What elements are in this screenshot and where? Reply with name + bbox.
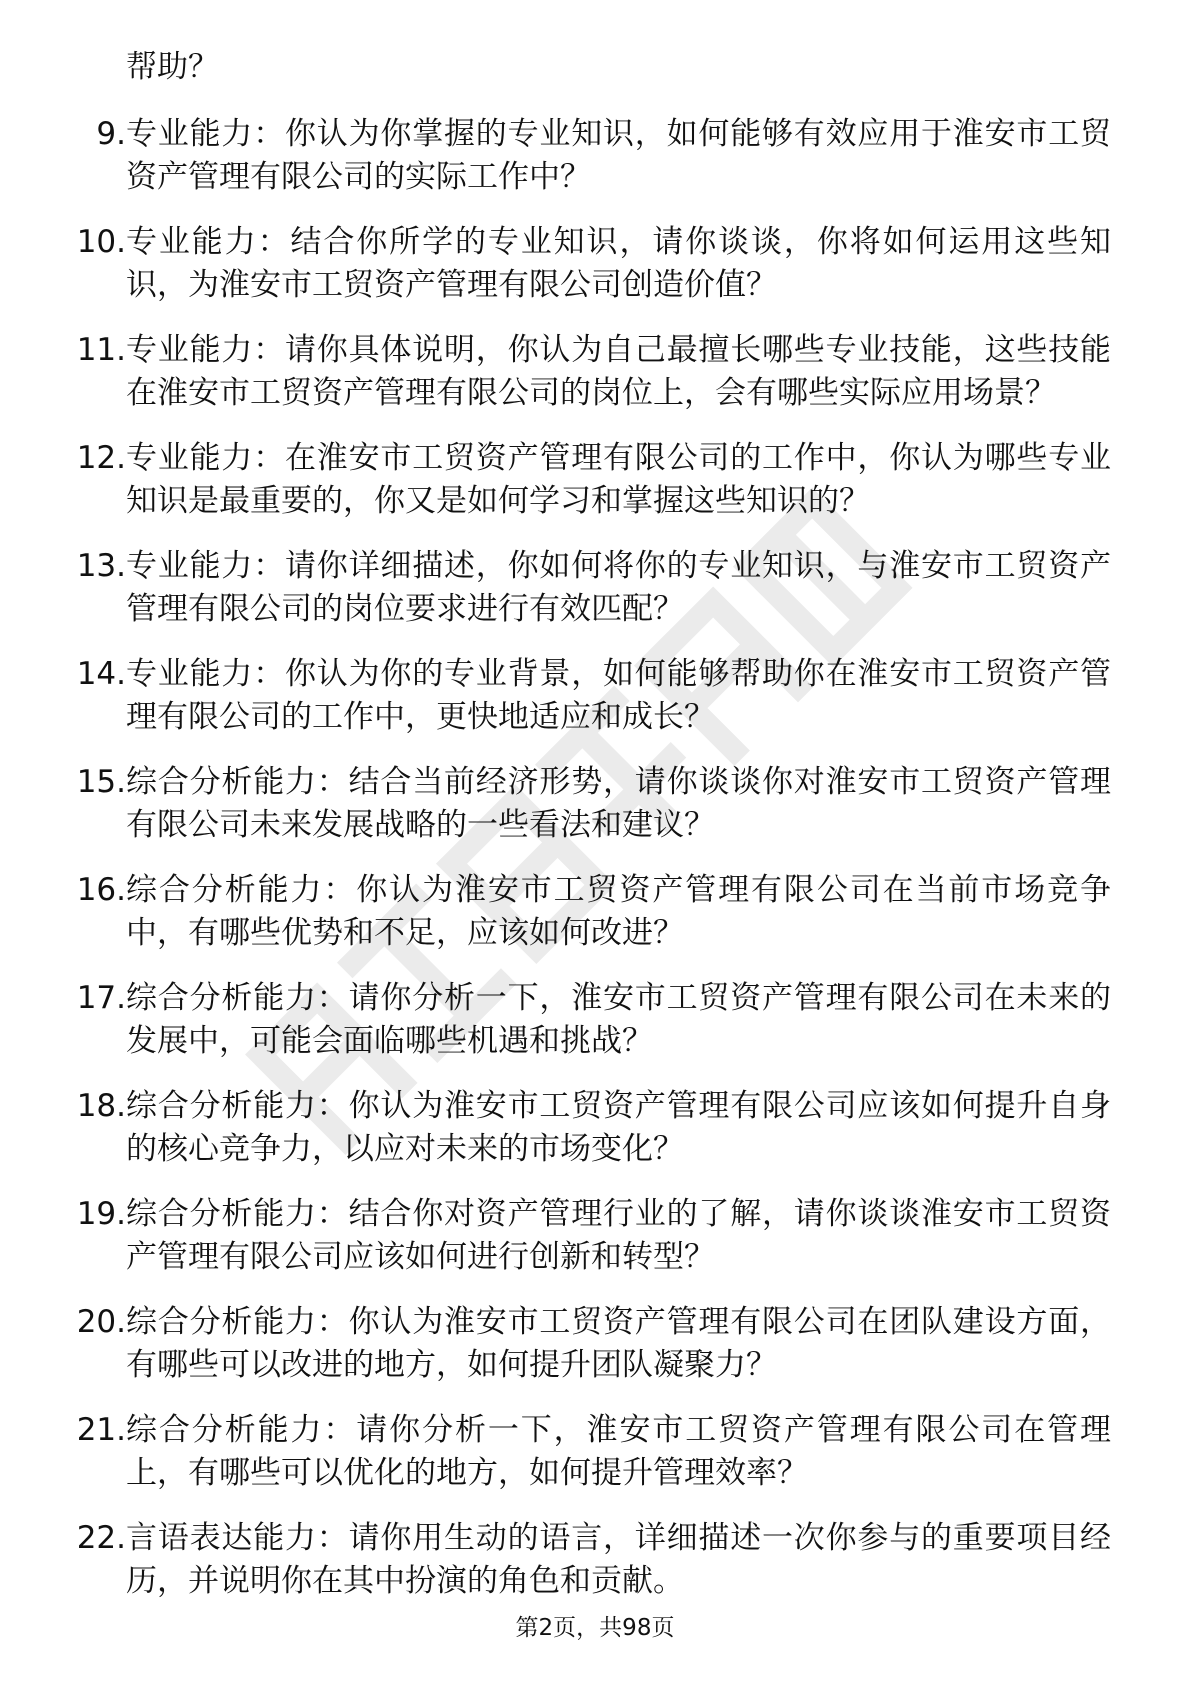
question-number: 18. bbox=[76, 1088, 126, 1124]
question-number: 11. bbox=[76, 332, 126, 368]
question-text: 专业能力：在淮安市工贸资产管理有限公司的工作中，你认为哪些专业知识是最重要的，你又是如何学习和掌握这些知识的？ bbox=[126, 440, 1111, 519]
question-text: 综合分析能力：你认为淮安市工贸资产管理有限公司在当前市场竞争中，有哪些优势和不足，应该如何改进？ bbox=[126, 872, 1111, 951]
continued-question-text: 帮助？ bbox=[126, 49, 219, 85]
question-number: 10. bbox=[76, 224, 126, 260]
question-item bbox=[0, 653, 1190, 739]
question-item bbox=[0, 545, 1190, 631]
question-list bbox=[0, 113, 1190, 1603]
page-footer: 第2页，共98页 bbox=[515, 1615, 675, 1641]
question-item bbox=[0, 1085, 1190, 1171]
question-item bbox=[0, 329, 1190, 415]
question-text: 综合分析能力：结合当前经济形势，请你谈谈你对淮安市工贸资产管理有限公司未来发展战略的一些看法和建议？ bbox=[126, 764, 1111, 843]
question-text: 综合分析能力：你认为淮安市工贸资产管理有限公司在团队建设方面，有哪些可以改进的地方，如何提升团队凝聚力？ bbox=[126, 1304, 1111, 1383]
question-text: 综合分析能力：请你分析一下，淮安市工贸资产管理有限公司在未来的发展中，可能会面临哪些机遇和挑战？ bbox=[126, 980, 1111, 1059]
question-text: 言语表达能力：请你用生动的语言，详细描述一次你参与的重要项目经历，并说明你在其中扮演的角色和贡献。 bbox=[126, 1520, 1111, 1599]
question-number: 9. bbox=[96, 116, 126, 152]
question-item bbox=[0, 113, 1190, 199]
question-number: 14. bbox=[76, 656, 126, 692]
question-item bbox=[0, 869, 1190, 955]
question-text: 综合分析能力：结合你对资产管理行业的了解，请你谈谈淮安市工贸资产管理有限公司应该如何进行创新和转型？ bbox=[126, 1196, 1111, 1275]
question-item bbox=[0, 977, 1190, 1063]
question-text: 综合分析能力：你认为淮安市工贸资产管理有限公司应该如何提升自身的核心竞争力，以应对未来的市场变化？ bbox=[126, 1088, 1111, 1167]
question-item bbox=[0, 221, 1190, 307]
question-text: 专业能力：结合你所学的专业知识，请你谈谈，你将如何运用这些知识，为淮安市工贸资产管理有限公司创造价值？ bbox=[126, 224, 1111, 303]
question-number: 15. bbox=[76, 764, 126, 800]
question-item bbox=[0, 1517, 1190, 1603]
question-number: 17. bbox=[76, 980, 126, 1016]
question-text: 专业能力：你认为你的专业背景，如何能够帮助你在淮安市工贸资产管理有限公司的工作中，更快地适应和成长？ bbox=[126, 656, 1111, 735]
question-text: 专业能力：请你详细描述，你如何将你的专业知识，与淮安市工贸资产管理有限公司的岗位要求进行有效匹配？ bbox=[126, 548, 1111, 627]
question-number: 22. bbox=[76, 1520, 126, 1556]
question-number: 16. bbox=[76, 872, 126, 908]
question-text: 专业能力：请你具体说明，你认为自己最擅长哪些专业技能，这些技能在淮安市工贸资产管理有限公司的岗位上，会有哪些实际应用场景？ bbox=[126, 332, 1111, 411]
question-number: 12. bbox=[76, 440, 126, 476]
question-text: 综合分析能力：请你分析一下，淮安市工贸资产管理有限公司在管理上，有哪些可以优化的地方，如何提升管理效率？ bbox=[126, 1412, 1111, 1491]
question-item bbox=[0, 437, 1190, 523]
question-text: 专业能力：你认为你掌握的专业知识，如何能够有效应用于淮安市工贸资产管理有限公司的实际工作中？ bbox=[126, 116, 1111, 195]
question-number: 13. bbox=[76, 548, 126, 584]
question-item bbox=[0, 1301, 1190, 1387]
question-number: 19. bbox=[76, 1196, 126, 1232]
question-number: 20. bbox=[76, 1304, 126, 1340]
question-number: 21. bbox=[76, 1412, 126, 1448]
question-item bbox=[0, 1193, 1190, 1279]
question-item bbox=[0, 761, 1190, 847]
question-item bbox=[0, 1409, 1190, 1495]
